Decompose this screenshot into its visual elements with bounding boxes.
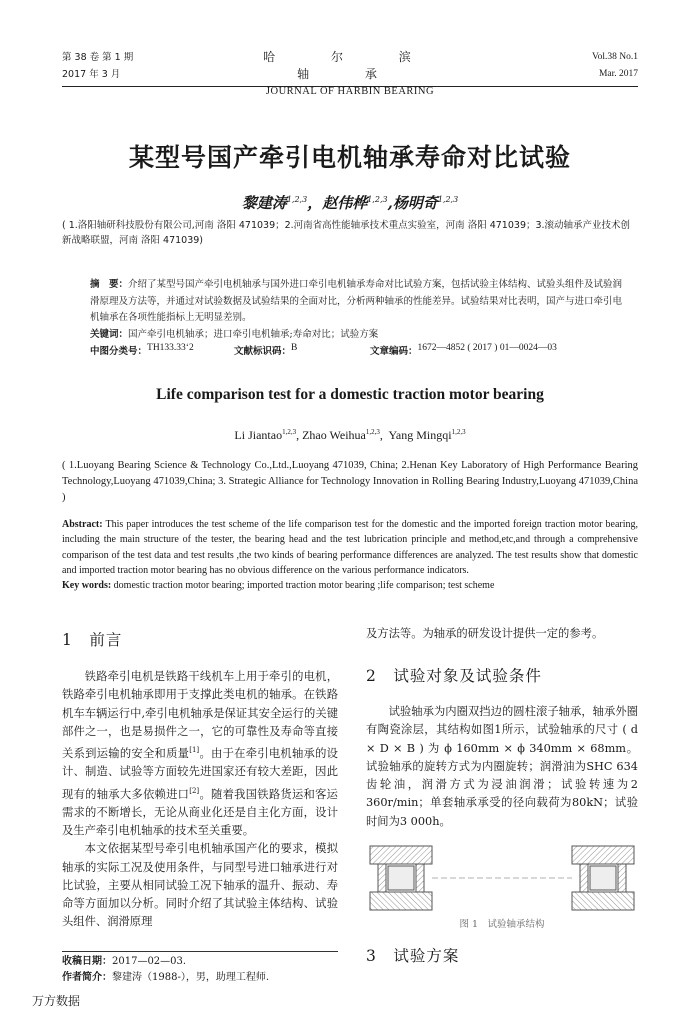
watermark-brand: 万方数据	[32, 994, 81, 1008]
figure-1-caption: 图 1 试验轴承结构	[459, 919, 545, 930]
author-3-cn: 杨明奇	[392, 194, 438, 212]
section-2-heading: 2 试验对象及试验条件	[366, 667, 542, 685]
abstract-cn-label: 摘 要：	[90, 279, 129, 290]
date-en: Mar. 2017	[598, 69, 638, 79]
keywords-en-label: Key words:	[62, 580, 112, 592]
volume-cn: 第 38 卷 第 1 期	[62, 52, 134, 63]
author-3-en: Yang Mingqi	[388, 428, 452, 442]
section-3-heading: 3 试验方案	[366, 947, 460, 965]
abstract-en	[62, 517, 638, 593]
author-3-en-sup: 1,2,3	[451, 428, 466, 436]
received-label: 收稿日期：	[62, 956, 112, 967]
bearing-left-section	[370, 846, 432, 910]
author-1-en: Li Jiantao	[234, 428, 283, 442]
left-column	[62, 668, 338, 932]
author-1-cn: 黎建涛	[241, 194, 287, 212]
header-rule	[62, 86, 638, 87]
s1-p1c-text: 。随着我国铁路货运和客运需求的不断增长，无论从商业化还是自主化方面，设计及生产牵引电机轴承的技术至关重要。	[62, 787, 338, 837]
author-2-en: Zhao Weihua	[302, 428, 366, 442]
keywords-cn-para	[90, 327, 630, 344]
footnote	[62, 954, 338, 986]
journal-name-en: JOURNAL OF HARBIN BEARING	[265, 86, 435, 97]
article-number	[370, 343, 557, 357]
author-1-sup: 1,2,3	[286, 195, 308, 204]
abstract-en-text: This paper introduces the test scheme of the life comparison test for the domestic and the imported foreign traction motor bearing, including the main structure of the tester, the bearing head and the test lubrication principle and method,etc,and through a comprehensive comparison of the test data and test results ,the two kinds of bearing performance differences are analyzed. The test results show that domestic and imported traction motor bearing has no obvious difference on the various performance indicators.	[62, 519, 638, 576]
keywords-en-text: domestic traction motor bearing; imported traction motor bearing ;life comparison; test scheme	[111, 580, 495, 592]
footnote-rule	[62, 951, 338, 952]
abstract-cn	[90, 277, 630, 343]
abstract-en-label: Abstract:	[62, 519, 103, 530]
author-bio	[62, 970, 338, 986]
abstract-cn-para	[90, 277, 630, 327]
running-header-left	[62, 49, 133, 83]
keywords-cn-text: 国产牵引电机轴承；进口牵引电机轴承;寿命对比；试验方案	[128, 328, 379, 340]
affiliation-en: ( 1.Luoyang Bearing Science & Technology Co.,Ltd.,Luoyang 471039, China; 2.Henan Key Laboratory of High Performance Bearing Technology,Luoyang 471039,China; 3. Strategic Alliance for Technology Innovation in Rolling Bearing Industry,Luoyang 471039,China )	[62, 460, 638, 503]
doc-code	[234, 343, 298, 357]
figure-1-bearing-structure	[366, 842, 638, 914]
running-header-center	[240, 49, 460, 100]
affiliation-cn: ( 1.洛阳轴研科技股份有限公司,河南 洛阳 471039；2.河南省高性能轴承技术重点实验室，河南 洛阳 471039；3.滚动轴承产业技术创新战略联盟，河南 洛阳 471039)	[62, 220, 631, 246]
section-1-continued: 及方法等。为轴承的研发设计提供一定的参考。	[366, 627, 604, 640]
author-1-en-sup: 1,2,3	[282, 428, 297, 436]
author-2-sup: 1,2,3	[367, 195, 388, 204]
section-1-para-2: 本文依据某型号牵引电机轴承国产化的要求，模拟轴承的实际工况及使用条件，与同型号进口轴承进行对比试验，主要从相同试验工况下轴承的温升、振动、寿命等方面加以分析。同时介绍了其试验主体结构、试验头组件、润滑原理	[62, 842, 338, 929]
volume-en: Vol.38 No.1	[591, 52, 638, 62]
bearing-right-section	[572, 846, 634, 910]
doc-code-value: B	[291, 343, 298, 353]
section-1-para-1	[62, 668, 338, 840]
received-date	[62, 954, 338, 970]
article-number-label: 文章编码：	[370, 346, 418, 357]
clc-label: 中图分类号：	[90, 346, 148, 357]
page-title-en: Life comparison test for a domestic traction motor bearing	[156, 386, 544, 403]
received-value: 2017—02—03.	[112, 956, 187, 967]
bearing-drawing	[366, 842, 638, 914]
s2-p1-text: 试验轴承为内圈双挡边的圆柱滚子轴承，轴承外圈有陶瓷涂层，其结构如图1所示，试验轴承的尺寸 ( d × D × B ) 为 ϕ 160mm × ϕ 340mm × 68mm。试验轴承的旋转方式为内圈旋转；润滑油为SHC 634齿轮油，润滑方式为浸油润滑；试验转速为2 360r/min；单套轴承承受的径向载荷为80kN；试验时间为3 000h。	[366, 705, 638, 828]
date-cn: 2017 年 3 月	[62, 69, 121, 80]
keywords-en-para	[62, 578, 638, 593]
section-2-para-1	[366, 703, 638, 831]
author-3-sup: 1,2,3	[437, 195, 459, 204]
s1-p1-text: 铁路牵引电机是铁路干线机车上用于牵引的电机，铁路牵引电机轴承即用于支撑此类电机的轴承。在铁路机车车辆运行中,牵引电机轴承是保证其安全运行的关键部件之一，也是易损件之一，它的可靠性及寿命等直接关系到运输的安全和质量	[62, 670, 338, 760]
authors-en: Li Jiantao$^{1,2,3}$, Zhao Weihua$^{1,2,3}$, Yang Mingqi$^{1,2,3}$	[234, 428, 466, 442]
authors-cn: 黎建涛$^{1,2,3}$，赵伟桦$^{1,2,3}$,杨明奇$^{1,2,3}$	[241, 194, 459, 212]
abstract-cn-text: 介绍了某型号国产牵引电机轴承与国外进口牵引电机轴承寿命对比试验方案，包括试验主体结构、试验头组件及试验润滑原理及方法等，并通过对试验数据及试验结果的全面对比，分析两种轴承的性能差异。试验结果对比表明，国产与进口牵引电机轴承在各项性能指标上无明显差别。	[90, 279, 623, 323]
author-2-cn: 赵伟桦	[322, 194, 368, 212]
author-bio-label: 作者简介：	[62, 972, 112, 983]
section-1-heading: 1 前言	[62, 631, 123, 649]
clc-number	[90, 343, 194, 357]
abstract-en-para	[62, 517, 638, 578]
author-2-en-sup: 1,2,3	[365, 428, 380, 436]
ref-2: [2]	[189, 786, 200, 795]
clc-value: TH133.33‘2	[147, 343, 194, 353]
article-number-value: 1672—4852 ( 2017 ) 01—0024—03	[417, 343, 557, 353]
page-title-cn: 某型号国产牵引电机轴承寿命对比试验	[128, 143, 571, 172]
keywords-cn-label: 关键词：	[90, 328, 129, 340]
ref-1: [1]	[189, 746, 200, 755]
s1-p1b-text: 。由于在牵引电机轴承的设计、制造、试验等方面较先进国家还有较大差距，因此现有的轴承大多依赖进口	[62, 746, 338, 801]
doc-code-label: 文献标识码：	[234, 346, 292, 357]
author-bio-value: 黎建涛（1988-），男，助理工程师.	[112, 972, 270, 983]
running-header-right	[592, 49, 638, 83]
journal-name-cn: 哈 尔 滨 轴 承	[263, 50, 437, 81]
